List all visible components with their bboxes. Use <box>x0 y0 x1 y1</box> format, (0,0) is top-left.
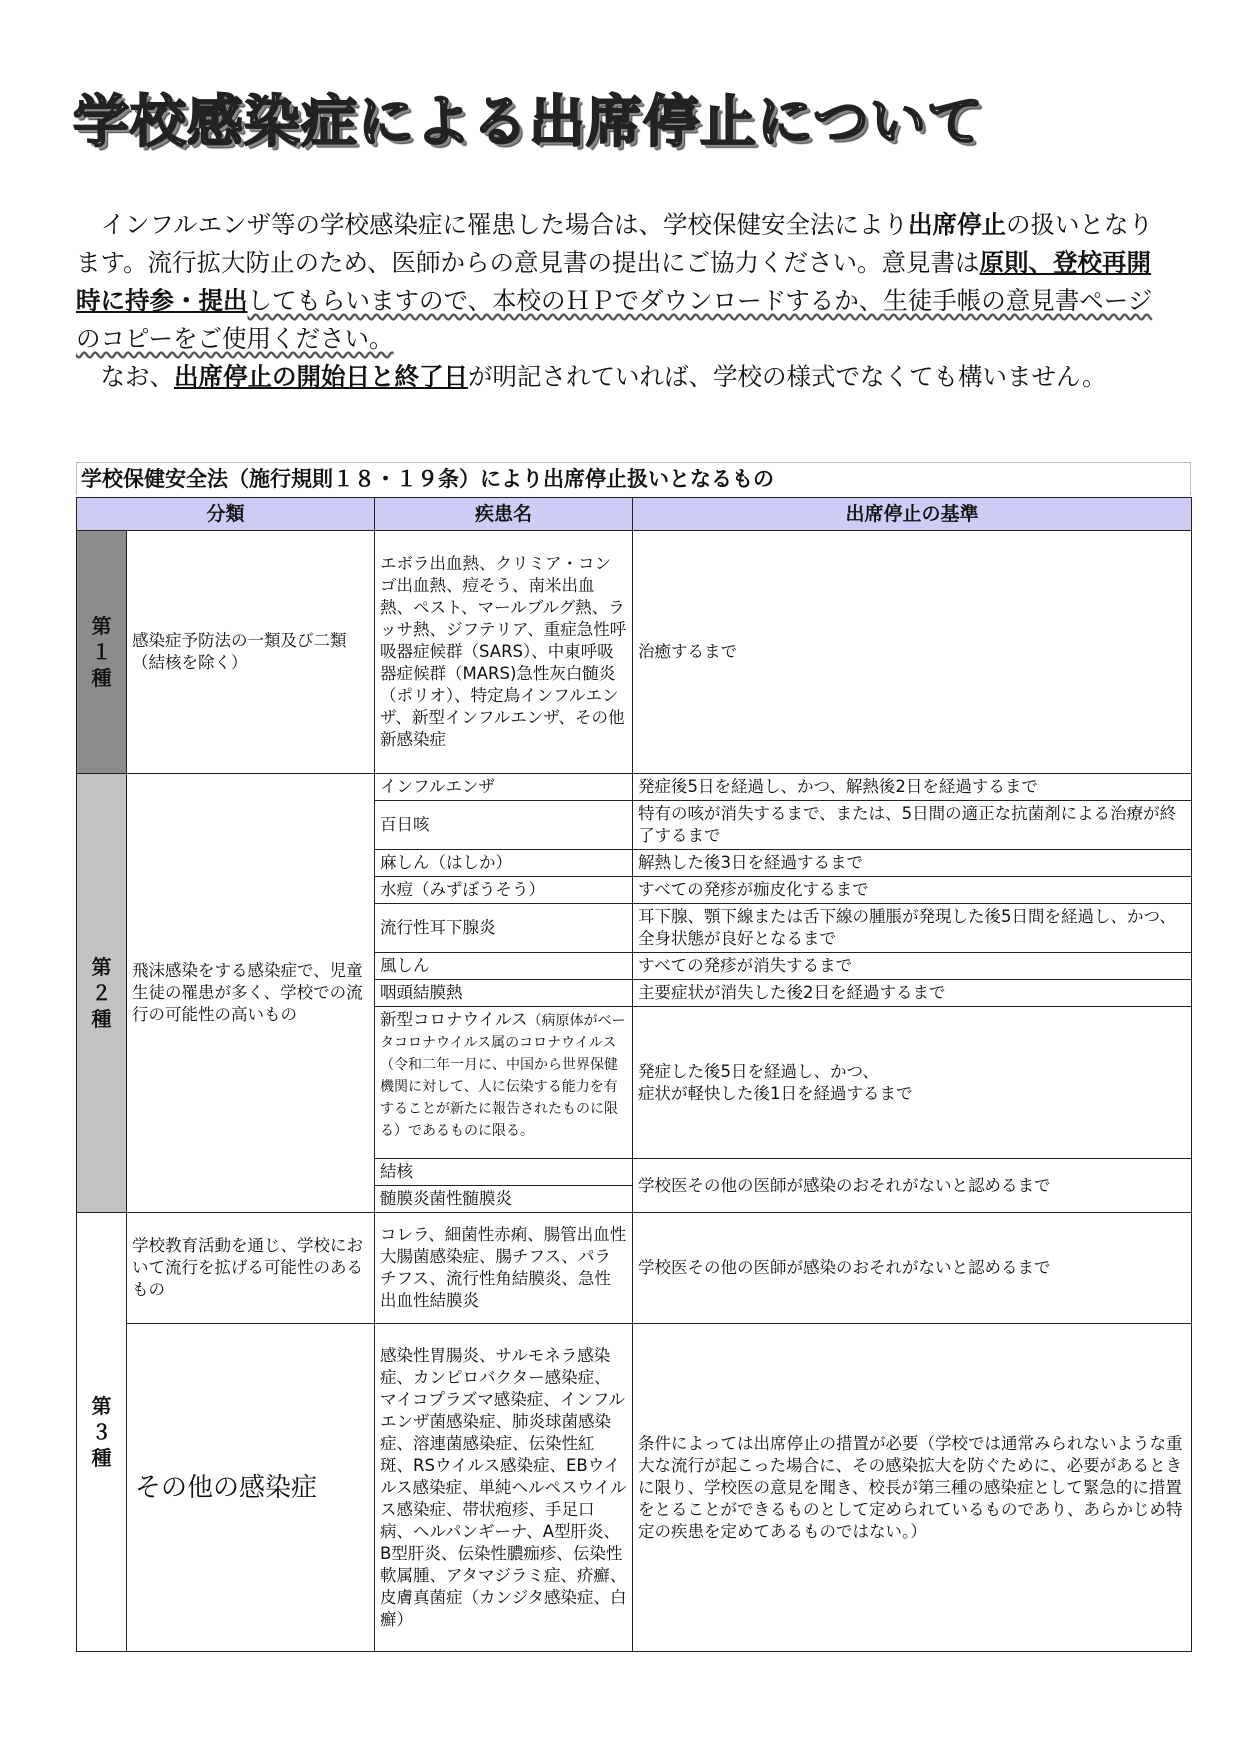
corona-criteria-line: 症状が軽快した後1日を経過するまで <box>638 1083 913 1103</box>
disease-cell: 風しん <box>375 953 633 980</box>
type2-description: 飛沫感染をする感染症で、児童生徒の罹患が多く、学校での流行の可能性の高いもの <box>127 774 375 1213</box>
disease-cell: 感染性胃腸炎、サルモネラ感染症、カンピロバクター感染症、マイコプラズマ感染症、インフルエンザ菌感染症、肺炎球菌感染症、溶連菌感染症、伝染性紅斑、RSウイルス感染症、EBウイルス感染症、単純ヘルペスウイルス感染症、帯状疱疹、手足口病、ヘルパンギーナ、A型肝炎、B型肝炎、伝染性膿痂疹、伝染性軟属腫、アタマジラミ症、疥癬、皮膚真菌症（カンジタ感染症、白癬） <box>375 1324 633 1652</box>
table-row <box>77 774 1192 801</box>
disease-cell: コレラ、細菌性赤痢、腸管出血性大腸菌感染症、腸チフス、パラチフス、流行性角結膜炎、急性出血性結膜炎 <box>375 1213 633 1324</box>
table-caption: 学校保健安全法（施行規則１８・１９条）により出席停止扱いとなるもの <box>76 462 1191 495</box>
table-header-row <box>77 498 1192 531</box>
intro-emphasis: 原則、登校再開時に持参・提出 <box>76 248 1152 315</box>
disease-cell: 髄膜炎菌性髄膜炎 <box>375 1186 633 1213</box>
other-infections-label: その他の感染症 <box>127 1324 375 1652</box>
criteria-cell: すべての発疹が消失するまで <box>633 953 1192 980</box>
intro-text <box>76 206 1156 396</box>
category-type3 <box>77 1213 127 1652</box>
criteria-cell: 特有の咳が消失するまで、または、5日間の適正な抗菌剤による治療が終了するまで <box>633 801 1192 850</box>
intro-text-segment: インフルエンザ等の学校感染症に罹患した場合は、学校保健安全法により <box>100 210 909 239</box>
category-label: 第 ３ 種 <box>91 1394 112 1470</box>
category-label: 第 ２ 種 <box>91 955 112 1031</box>
type3-description: 学校教育活動を通じ、学校において流行を拡げる可能性のあるもの <box>127 1213 375 1324</box>
disease-cell: 流行性耳下腺炎 <box>375 904 633 953</box>
intro-text-segment: してもらいますので、本校のＨＰでダウンロードするか、生徒手帳の意見書ページのコピーをご使用ください。 <box>76 286 1153 353</box>
type1-disease: エボラ出血熱、クリミア・コンゴ出血熱、痘そう、南米出血熱、ペスト、マールブルグ熱、ラッサ熱、ジフテリア、重症急性呼吸器症候群（SARS）、中東呼吸器症候群（MARS)急性灰白髄炎（ポリオ）、特定鳥インフルエンザ、新型インフルエンザ、その他新感染症 <box>375 531 633 774</box>
disease-cell: 水痘（みずぼうそう） <box>375 877 633 904</box>
disease-cell: 結核 <box>375 1159 633 1186</box>
table-row <box>77 1324 1192 1652</box>
disease-cell: 麻しん（はしか） <box>375 850 633 877</box>
corona-criteria <box>633 1007 1192 1159</box>
corona-criteria-line: 発症した後5日を経過し、かつ、 <box>638 1061 879 1081</box>
disease-cell: 百日咳 <box>375 801 633 850</box>
disease-cell: 咽頭結膜熱 <box>375 980 633 1007</box>
type1-criteria: 治癒するまで <box>633 531 1192 774</box>
corona-note: （病原体がベータコロナウイルス属のコロナウイルス（令和二年一月に、中国から世界保健機関に対して、人に伝染する能力を有することが新たに報告されたものに限る）であるものに限る。 <box>380 1013 626 1139</box>
category-type1 <box>77 531 127 774</box>
type1-description: 感染症予防法の一類及び二類（結核を除く） <box>127 531 375 774</box>
intro-paragraph-2 <box>76 358 1156 396</box>
category-label: 第 １ 種 <box>91 614 112 690</box>
criteria-cell: 学校医その他の医師が感染のおそれがないと認めるまで <box>633 1159 1192 1213</box>
intro-paragraph-1 <box>76 206 1156 358</box>
criteria-cell: 解熱した後3日を経過するまで <box>633 850 1192 877</box>
criteria-cell: すべての発疹が痂皮化するまで <box>633 877 1192 904</box>
criteria-cell: 耳下腺、顎下線または舌下線の腫脹が発現した後5日間を経過し、かつ、全身状態が良好となるまで <box>633 904 1192 953</box>
criteria-cell: 条件によっては出席停止の措置が必要（学校では通常みられないような重大な流行が起こった場合に、その感染拡大を防ぐために、必要があるときに限り、学校医の意見を聞き、校長が第三種の感染症として緊急的に措置をとることができるものとして定められているものであり、あらかじめ特定の疾患を定めてあるものではない。） <box>633 1324 1192 1652</box>
disease-cell: インフルエンザ <box>375 774 633 801</box>
intro-text-segment: が明記されていれば、学校の様式でなくても構いません。 <box>468 362 1107 391</box>
table-row <box>77 531 1192 774</box>
intro-emphasis: 出席停止の開始日と終了日 <box>174 362 468 391</box>
table-row <box>77 1213 1192 1324</box>
header-criteria: 出席停止の基準 <box>633 498 1192 531</box>
criteria-cell: 主要症状が消失した後2日を経過するまで <box>633 980 1192 1007</box>
criteria-cell: 発症後5日を経過し、かつ、解熱後2日を経過するまで <box>633 774 1192 801</box>
page-title: 学校感染症による出席停止について <box>73 90 984 155</box>
corona-disease <box>375 1007 633 1159</box>
criteria-cell: 学校医その他の医師が感染のおそれがないと認めるまで <box>633 1213 1192 1324</box>
category-type2 <box>77 774 127 1213</box>
header-disease: 疾患名 <box>375 498 633 531</box>
header-category: 分類 <box>77 498 375 531</box>
intro-text-segment: の扱いとなります。流行拡大防止のため、医師からの意見書の提出にご協力ください。意見書は <box>76 210 1154 277</box>
infection-table <box>76 497 1192 1652</box>
corona-name: 新型コロナウイルス <box>380 1010 528 1029</box>
intro-emphasis: 出席停止 <box>908 210 1007 239</box>
intro-text-segment: なお、 <box>100 362 174 391</box>
